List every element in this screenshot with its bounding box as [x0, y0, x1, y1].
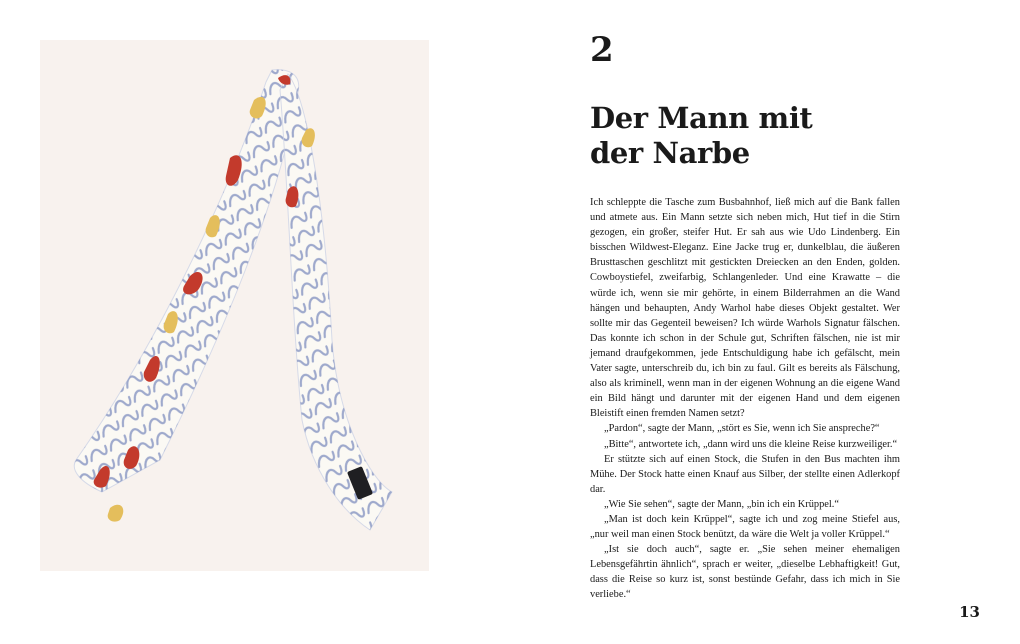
paragraph: „Wie Sie sehen“, sagte der Mann, „bin ich ein Krüppel.“ [604, 498, 840, 510]
tie-illustration [40, 40, 429, 571]
chapter-title [590, 101, 910, 171]
chapter-number: 2 [590, 30, 614, 70]
paragraph: Er stützte sich auf einen Stock, die Stufen in den Bus machten ihm Mühe. Der Stock hatte einen Knauf aus Silber, der stellte einen Adlerkopf dar. [590, 453, 900, 495]
paragraph: „Bitte“, antwortete ich, „dann wird uns die kleine Reise kurzweiliger.“ [604, 438, 898, 450]
paragraph: „Ist sie doch auch“, sagte er. „Sie sehen meiner ehemaligen Lebensgefährtin ähnlich“, sprach er weiter, „dieselbe Lebhaftigkeit! Gut, dass die Reise so kurz ist, sonst bestünde Gefahr, dass ich mich in Sie verliebe.“ [590, 544, 900, 601]
tie-photo [40, 40, 429, 571]
paragraph: „Pardon“, sagte der Mann, „stört es Sie, wenn ich Sie anspreche?“ [604, 423, 880, 435]
right-page [510, 0, 1020, 644]
paragraph: „Man ist doch kein Krüppel“, sagte ich und zog meine Stiefel aus, „nur weil man einen Stock benützt, da wäre die Welt ja voller Krüppel.“ [590, 513, 900, 541]
chapter-title-line-2: der Narbe [590, 136, 750, 170]
body-text [590, 195, 900, 603]
chapter-title-line-1: Der Mann mit [590, 101, 813, 135]
paragraph: Ich schleppte die Tasche zum Busbahnhof, ließ mich auf die Bank fallen und atmete aus. Ein Mann setzte sich neben mich, Hut tief in die Stirn gezogen, ein großer, steifer Hut. Er sah aus wie Udo Lindenberg. Ein bisschen Wildwest-Eleganz. Eine Jacke trug er, dunkelblau, die äußeren Brusttaschen geschlitzt mit gestickten Dreiecken an den Enden, golden. Cowboystiefel, zweifarbig, Schlangenleder. Und eine Krawatte – die würde ich, wenn sie mir gehörte, in einem Bilderrahmen an die Wand hängen und behaupten, Andy Warhol habe dieses Objekt gestaltet. Wer sollte mir das Gegenteil beweisen? Ich würde Warhols Signatur fälschen. Das konnte ich schon in der Schule gut, Schriften fälschen, nie ist mir jemand draufgekommen, jede Entschuldigung habe ich gefälscht, mein Vater sagte, unterschreib du, ich bin zu faul. Gilt es bereits als Fälschung, also als kriminell, wenn man in der eigenen Wohnung an die eigene Wand ein Bild hängt und darunter mit der eigenen Hand und dem eigenen Bleistift einen fremden Namen setzt? [590, 197, 900, 420]
page-number: 13 [959, 603, 980, 621]
